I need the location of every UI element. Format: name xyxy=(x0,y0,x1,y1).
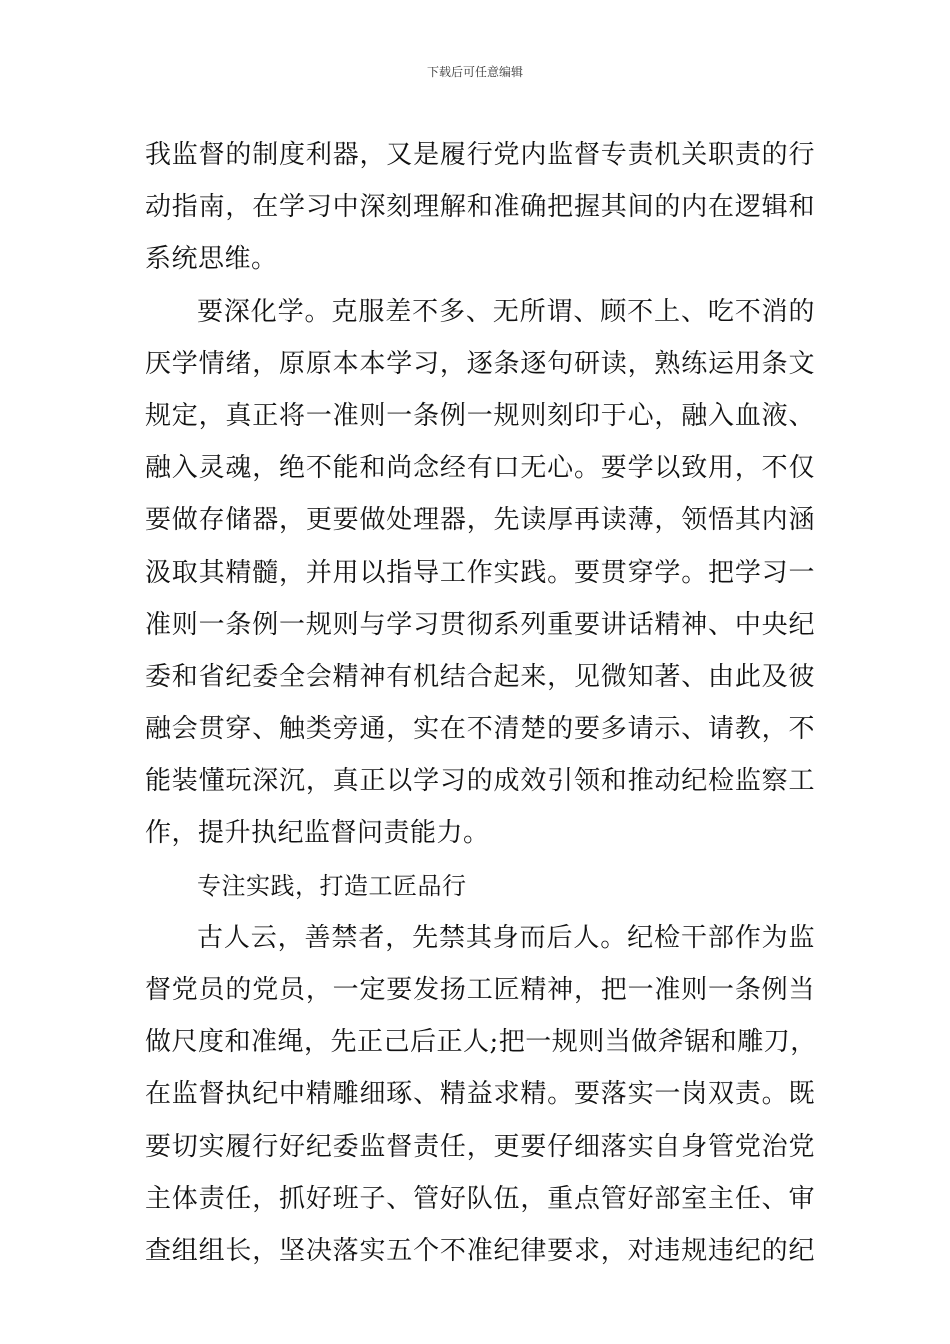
text-line: 我监督的制度利器，又是履行党内监督专责机关职责的行 xyxy=(145,140,815,170)
text-line: 规定，真正将一准则一条例一规则刻印于心，融入血液、 xyxy=(145,400,815,431)
section-heading: 专注实践，打造工匠品行 xyxy=(197,871,467,900)
text-line: 要做存储器，更要做处理器，先读厚再读薄，领悟其内涵 xyxy=(145,505,815,536)
page-header: 下载后可任意编辑 xyxy=(426,65,523,79)
text-line: 能装懂玩深沉，真正以学习的成效引领和推动纪检监察工 xyxy=(145,766,815,797)
text-line: 融入灵魂，绝不能和尚念经有口无心。要学以致用，不仅 xyxy=(145,453,815,484)
text-line: 委和省纪委全会精神有机结合起来，见微知著、由此及彼 xyxy=(145,661,815,692)
text-line: 汲取其精髓，并用以指导工作实践。要贯穿学。把学习一 xyxy=(145,557,815,588)
paragraph-first-line: 要深化学。克服差不多、无所谓、顾不上、吃不消的 xyxy=(197,296,815,327)
text-line: 查组组长，坚决落实五个不准纪律要求，对违规违纪的纪 xyxy=(145,1235,815,1266)
document-body xyxy=(145,129,815,1277)
text-line: 作，提升执纪监督问责能力。 xyxy=(145,818,490,849)
paragraph-first-line: 古人云，善禁者，先禁其身而后人。纪检干部作为监 xyxy=(197,922,815,953)
text-line: 动指南，在学习中深刻理解和准确把握其间的内在逻辑和 xyxy=(145,192,815,223)
text-line: 主体责任，抓好班子、管好队伍，重点管好部室主任、审 xyxy=(145,1183,815,1214)
text-line: 准则一条例一规则与学习贯彻系列重要讲话精神、中央纪 xyxy=(145,609,815,640)
text-line: 督党员的党员，一定要发扬工匠精神，把一准则一条例当 xyxy=(145,975,815,1005)
text-line: 厌学情绪，原原本本学习，逐条逐句研读，熟练运用条文 xyxy=(145,348,815,379)
text-line: 在监督执纪中精雕细琢、精益求精。要落实一岗双责。既 xyxy=(145,1079,815,1110)
text-line: 要切实履行好纪委监督责任，更要仔细落实自身管党治党 xyxy=(145,1131,815,1162)
text-line: 做尺度和准绳，先正己后正人;把一规则当做斧锯和雕刀， xyxy=(145,1027,817,1058)
text-line: 系统思维。 xyxy=(145,244,278,275)
text-line: 融会贯穿、触类旁通，实在不清楚的要多请示、请教，不 xyxy=(145,714,815,745)
